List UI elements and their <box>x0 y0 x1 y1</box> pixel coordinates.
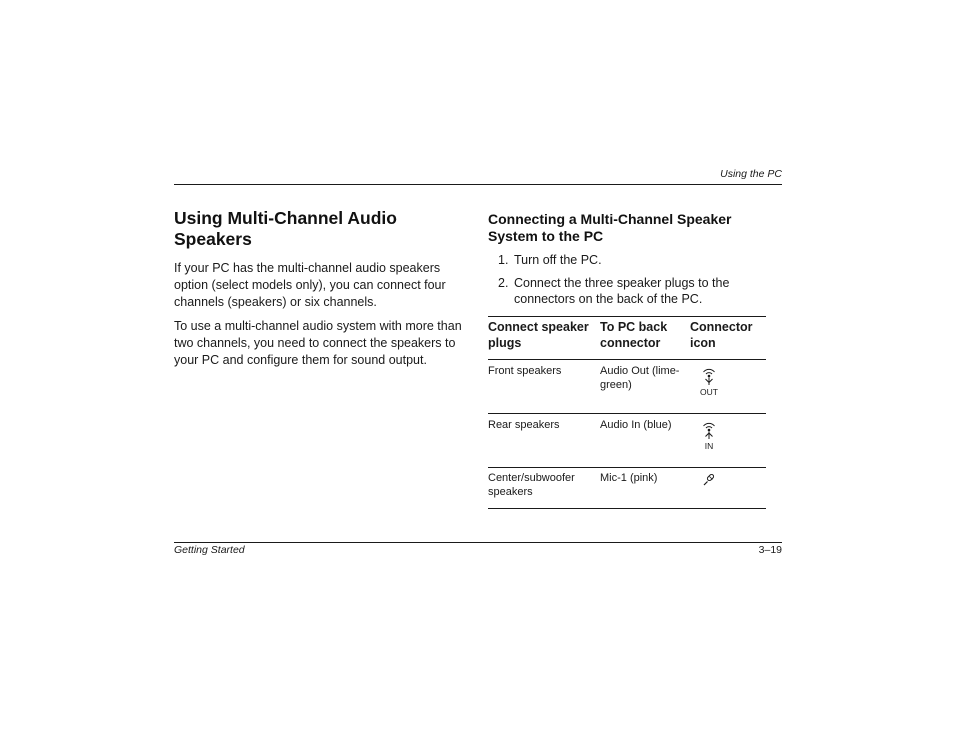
table-row <box>488 468 766 509</box>
step-number: 2. <box>498 276 509 290</box>
table-row <box>488 414 766 468</box>
icon-label: OUT <box>700 387 718 397</box>
step-text: Turn off the PC. <box>514 253 602 267</box>
microphone-icon <box>702 473 716 487</box>
setup-paragraph: To use a multi-channel audio system with more than two channels, you need to connect the speakers to your PC and configure them for sound output. <box>174 319 462 367</box>
left-column <box>174 208 466 376</box>
step-number: 1. <box>498 253 509 267</box>
icon-wrap <box>690 471 728 487</box>
column-header: To PC back connector <box>600 320 668 350</box>
footer-book-title: Getting Started <box>174 544 245 556</box>
column-header: Connect speaker plugs <box>488 320 589 350</box>
right-column <box>488 211 768 314</box>
connector-table <box>488 316 766 509</box>
audio-in-icon <box>701 420 717 440</box>
column-header: Connector icon <box>690 320 753 350</box>
icon-wrap <box>690 418 728 451</box>
icon-label: IN <box>704 441 714 451</box>
plugs-cell: Front speakers <box>488 365 562 377</box>
intro-paragraph: If your PC has the multi-channel audio speakers option (select models only), you can connect four channels (speakers) or six channels. <box>174 261 446 309</box>
step-text: Connect the three speaker plugs to the connectors on the back of the PC. <box>514 276 730 306</box>
running-head: Using the PC <box>720 168 782 180</box>
icon-cell <box>690 471 766 508</box>
header-rule <box>174 184 782 185</box>
icon-cell <box>690 364 766 413</box>
connector-cell: Audio Out (lime-green) <box>600 365 680 391</box>
table-row <box>488 360 766 414</box>
step-item <box>488 275 768 307</box>
audio-out-icon <box>701 366 717 386</box>
section-heading: Using Multi-Channel Audio Speakers <box>174 208 397 249</box>
steps-list <box>488 252 768 307</box>
table-header-row <box>488 316 766 360</box>
step-item <box>488 252 768 268</box>
plugs-cell: Center/subwoofer speakers <box>488 472 575 498</box>
icon-wrap <box>690 364 728 397</box>
plugs-cell: Rear speakers <box>488 419 560 431</box>
footer-rule <box>174 542 782 543</box>
connector-cell: Mic-1 (pink) <box>600 472 658 484</box>
subsection-heading: Connecting a Multi-Channel Speaker System to the PC <box>488 211 732 244</box>
icon-cell <box>690 418 766 467</box>
connector-cell: Audio In (blue) <box>600 419 672 431</box>
page-number: 3–19 <box>758 544 782 556</box>
